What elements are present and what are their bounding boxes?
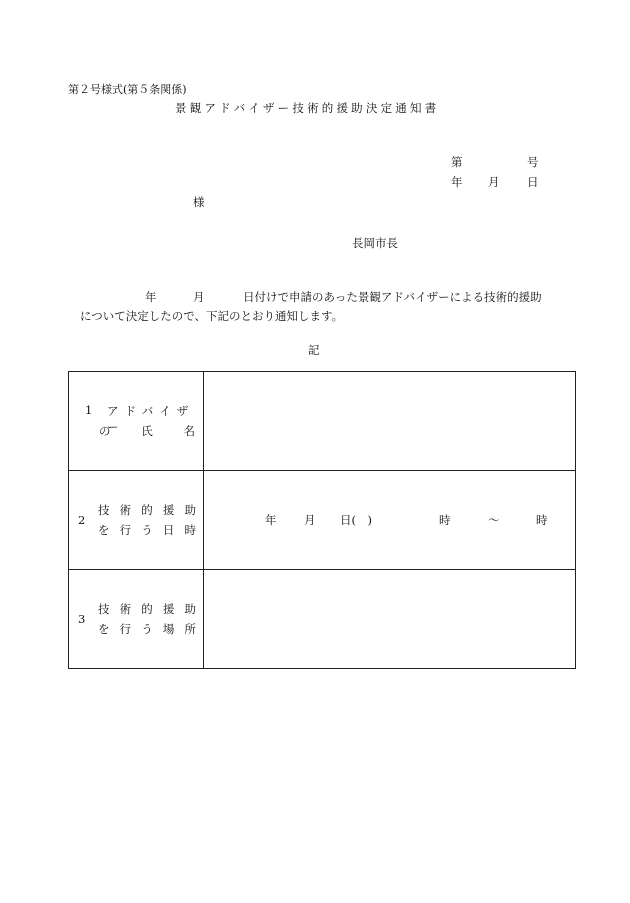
- issue-date-day: 日: [527, 175, 539, 189]
- row-number: 3: [78, 612, 86, 626]
- document-title: 景観アドバイザー技術的援助決定通知書: [175, 101, 440, 115]
- schedule-day-weekday: 日( ): [340, 513, 372, 527]
- ki-heading: 記: [308, 343, 320, 357]
- row-label-line1: アドバイザー: [107, 404, 195, 434]
- row-label-line2: を 行 う 日 時: [98, 523, 196, 537]
- table-row: [69, 471, 576, 570]
- schedule-month: 月: [304, 513, 316, 527]
- addressee-suffix: 様: [193, 195, 205, 209]
- document-number-suffix: 号: [527, 155, 539, 169]
- schedule-end-hour: 時: [536, 513, 548, 527]
- row-label-location: [69, 570, 204, 669]
- row-label-line1: 技 術 的 援 助: [98, 602, 196, 616]
- datetime-field[interactable]: [204, 471, 576, 570]
- details-table: [68, 371, 576, 669]
- row-label-line2: を 行 う 場 所: [98, 622, 196, 636]
- issue-date-year: 年: [451, 175, 463, 189]
- body-text-line1: 日付けで申請のあった景観アドバイザーによる技術的援助: [243, 290, 542, 304]
- form-label: 第２号様式(第５条関係): [68, 83, 187, 96]
- row-number: 2: [78, 513, 86, 527]
- schedule-tilde: ～: [488, 513, 500, 527]
- schedule-start-hour: 時: [439, 513, 451, 527]
- sender-name: 長岡市長: [352, 236, 398, 250]
- document-number-prefix: 第: [451, 155, 463, 169]
- issue-date-month: 月: [488, 175, 500, 189]
- body-text-line2: について決定したので、下記のとおり通知します。: [80, 309, 344, 323]
- schedule-year: 年: [265, 513, 277, 527]
- location-field[interactable]: [204, 570, 576, 669]
- advisor-name-field[interactable]: [204, 372, 576, 471]
- body-application-year: 年: [145, 290, 157, 304]
- table-row: [69, 570, 576, 669]
- row-label-advisor-name: [69, 372, 204, 471]
- table-row: [69, 372, 576, 471]
- row-label-line2: の 氏 名: [99, 424, 195, 438]
- body-application-month: 月: [193, 290, 205, 304]
- row-label-datetime: [69, 471, 204, 570]
- row-number: 1: [85, 403, 93, 417]
- row-label-line1: 技 術 的 援 助: [98, 503, 196, 517]
